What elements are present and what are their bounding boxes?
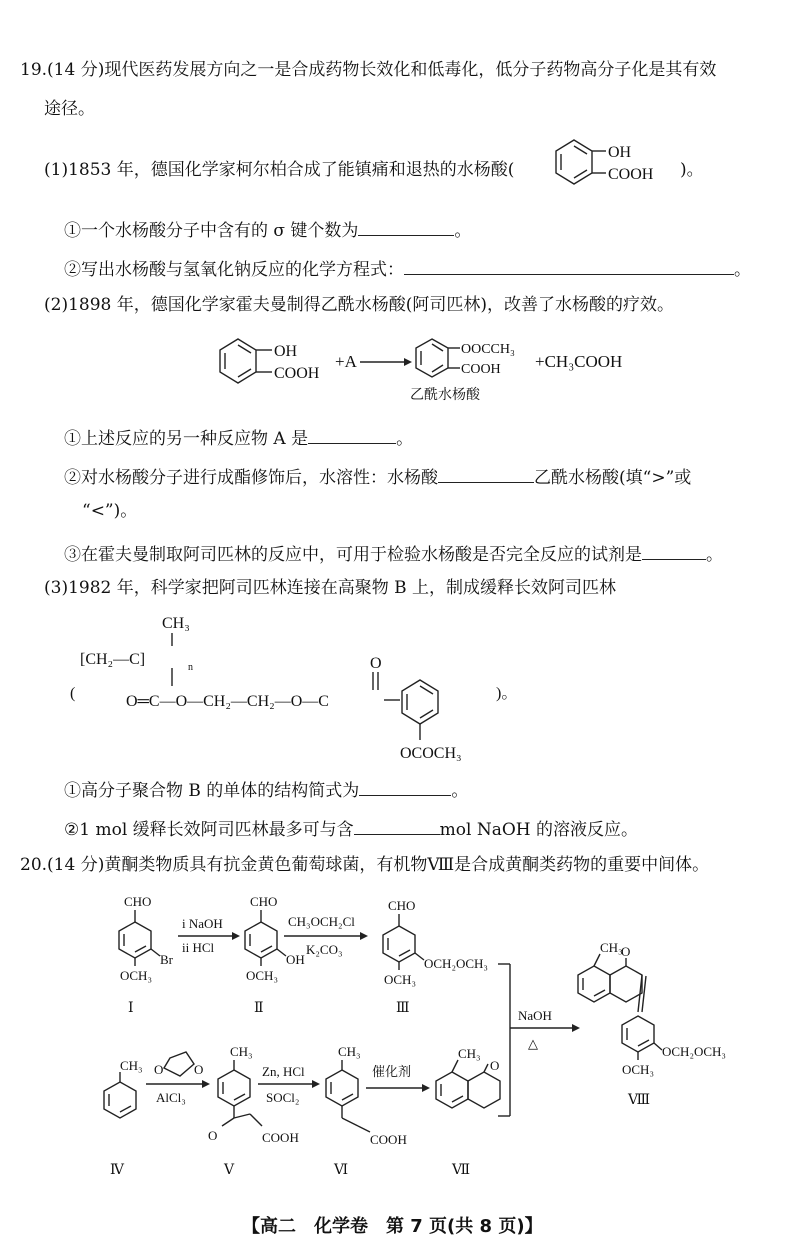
compound-viii-carbonyl-o: O — [621, 944, 631, 959]
eq-product-name: 乙酰水杨酸 — [410, 387, 480, 403]
compound-v-label: Ⅴ — [224, 1163, 235, 1178]
compound-vi-cooh: COOH — [370, 1132, 407, 1147]
compound-i-br: Br — [160, 952, 173, 967]
page-footer: 【高二 化学卷 第 7 页(共 8 页)】 — [242, 1216, 543, 1237]
anhydride-o-right: O — [194, 1062, 204, 1077]
step1-top-reagent: i NaOH — [182, 916, 223, 931]
compound-ii — [245, 894, 305, 1016]
step1-bottom-reagent: ii HCl — [182, 940, 215, 955]
salicylic-oh-label: OH — [608, 144, 632, 161]
q19-p2-item2-text: ②对水杨酸分子进行成酯修饰后，水溶性：水杨酸 — [64, 468, 438, 488]
eq-plus-a: +A — [335, 352, 357, 371]
answer-blank-monomer[interactable] — [359, 779, 451, 796]
compound-ii-oh: OH — [286, 952, 305, 967]
q19-p2-item3 — [64, 543, 723, 564]
q19-intro-line2: 途径。 — [44, 99, 95, 119]
eq-ooccch3-label: OOCCH₃ — [461, 342, 515, 357]
compound-iv-label: Ⅳ — [110, 1163, 124, 1178]
compound-vi-label: Ⅵ — [334, 1163, 349, 1178]
compound-vi-ch3: CH₃ — [338, 1044, 361, 1059]
compound-iii — [383, 898, 488, 1016]
compound-v-ch3: CH₃ — [230, 1044, 253, 1059]
compound-vii-ch3: CH₃ — [458, 1046, 481, 1061]
q19-p2-item3-text: ③在霍夫曼制取阿司匹林的反应中，可用于检验水杨酸是否完全反应的试剂是 — [64, 545, 642, 565]
compound-iv-ch3: CH₃ — [120, 1058, 143, 1073]
q19-p3-item1 — [64, 779, 468, 800]
compound-iv — [104, 1058, 143, 1178]
q19-p3-text: (3)1982 年，科学家把阿司匹林连接在高聚物 B 上，制成缓释长效阿司匹林 — [44, 578, 617, 598]
answer-blank-solubility[interactable] — [438, 466, 534, 483]
q19-p1-text-after: )。 — [680, 160, 704, 180]
q19-p3-item1-text: ①高分子聚合物 B 的单体的结构简式为 — [64, 781, 360, 801]
answer-blank-equation[interactable] — [404, 258, 734, 275]
compound-i-och3: OCH₃ — [120, 968, 152, 983]
compound-ii-cho: CHO — [250, 894, 278, 909]
step2-top-reagent: CH₃OCH₂Cl — [288, 914, 355, 929]
q19-p1-text — [44, 162, 514, 179]
compound-i-cho: CHO — [124, 894, 152, 909]
step2-bottom-reagent: K₂CO₃ — [306, 942, 343, 957]
q19-p1-item1 — [64, 219, 471, 240]
final-step-heat: △ — [528, 1036, 538, 1051]
compound-i-label: Ⅰ — [128, 1001, 134, 1016]
compound-viii-och3: OCH₃ — [622, 1062, 654, 1077]
polymer-backbone-label: [CH₂—C] — [80, 651, 146, 668]
q19-p3-item1-end: 。 — [451, 781, 469, 801]
compound-vii-label: Ⅶ — [452, 1163, 471, 1178]
synthesis-scheme — [90, 892, 790, 1202]
q19-p2-item3-end: 。 — [706, 545, 723, 565]
compound-iii-label: Ⅲ — [396, 1001, 410, 1016]
polymer-aspirin-structure — [70, 606, 530, 766]
q19-p1-item1-text: ①一个水杨酸分子中含有的 σ 键个数为 — [64, 221, 359, 241]
salicylic-acid-structure — [546, 136, 686, 196]
answer-blank-reagent[interactable] — [642, 543, 706, 560]
q19-p2-item2 — [64, 466, 691, 487]
q19-p1-item2-end: 。 — [734, 260, 751, 280]
polymer-open-paren: ( — [70, 685, 76, 702]
compound-viii — [578, 940, 726, 1108]
compound-ii-label: Ⅱ — [254, 1001, 264, 1016]
compound-vii-carbonyl-o: O — [490, 1058, 500, 1073]
polymer-close-paren: )。 — [496, 685, 518, 702]
polymer-ococh3-label: OCOCH₃ — [400, 745, 462, 762]
q19-p2-item1 — [64, 427, 413, 448]
q19-p3-item2-text: ②1 mol 缓释长效阿司匹林最多可与含 — [64, 820, 354, 840]
compound-viii-och2och3: OCH₂OCH₃ — [662, 1044, 726, 1059]
q19-p2-item1-text: ①上述反应的另一种反应物 A 是 — [64, 429, 309, 449]
polymer-n-label: n — [188, 662, 193, 673]
q19-intro-line1: 19.(14 分)现代医药发展方向之一是合成药物长效化和低毒化，低分子药物高分子化是其有效 — [20, 60, 717, 80]
q19-p1-item2-text: ②写出水杨酸与氢氧化钠反应的化学方程式： — [64, 260, 404, 280]
q19-p1-item1-end: 。 — [454, 221, 472, 241]
step-zn-hcl: Zn, HCl — [262, 1064, 305, 1079]
compound-viii-label: Ⅷ — [628, 1093, 651, 1108]
polymer-chain-label: O═C—O—CH₂—CH₂—O—C — [126, 693, 329, 710]
compound-i — [119, 894, 174, 1016]
compound-ii-och3: OCH₃ — [246, 968, 278, 983]
step-socl2: SOCl₂ — [266, 1090, 300, 1105]
q19-p2-item2-mid: 乙酰水杨酸(填“>”或 — [534, 468, 692, 488]
eq-plus-acetic-acid: +CH₃COOH — [535, 352, 623, 371]
q19-p2-item1-end: 。 — [396, 429, 414, 449]
polymer-ch3-label: CH₃ — [162, 615, 190, 632]
q19-p3-item2 — [64, 818, 638, 839]
q20-intro: 20.(14 分)黄酮类物质具有抗金黄色葡萄球菌，有机物Ⅷ是合成黄酮类药物的重要中间体。 — [20, 855, 710, 875]
answer-blank-sigma-bonds[interactable] — [358, 219, 454, 236]
answer-blank-reactant-a[interactable] — [308, 427, 396, 444]
eq-oh-label: OH — [274, 343, 298, 360]
compound-iii-och3: OCH₃ — [384, 972, 416, 987]
q19-p1-item2 — [64, 258, 751, 279]
step-alcl3: AlCl₃ — [156, 1090, 186, 1105]
answer-blank-naoh-mol[interactable] — [354, 818, 440, 835]
final-step-naoh: NaOH — [518, 1008, 552, 1023]
polymer-carbonyl-o: O — [370, 655, 382, 672]
compound-v-ketone-o: O — [208, 1128, 218, 1143]
q19-p1-text-before: (1)1853 年，德国化学家柯尔柏合成了能镇痛和退热的水杨酸( — [44, 160, 515, 180]
q19-p2-item2-line2: “<”)。 — [82, 501, 138, 521]
compound-iii-och2och3: OCH₂OCH₃ — [424, 956, 488, 971]
compound-viii-ch3: CH₃ — [600, 940, 623, 955]
aspirin-reaction-equation — [210, 333, 670, 408]
eq-cooh2-label: COOH — [461, 362, 501, 377]
salicylic-cooh-label: COOH — [608, 166, 654, 183]
compound-v-cooh: COOH — [262, 1130, 299, 1145]
step-catalyst: 催化剂 — [372, 1065, 412, 1080]
anhydride-o-left: O — [154, 1062, 164, 1077]
q19-p2-text: (2)1898 年，德国化学家霍夫曼制得乙酰水杨酸(阿司匹林)，改善了水杨酸的疗效。 — [44, 295, 675, 315]
compound-iii-cho: CHO — [388, 898, 416, 913]
q19-p3-item2-end: mol NaOH 的溶液反应。 — [439, 820, 639, 840]
eq-cooh-label: COOH — [274, 365, 320, 382]
compound-vii — [436, 1046, 500, 1178]
